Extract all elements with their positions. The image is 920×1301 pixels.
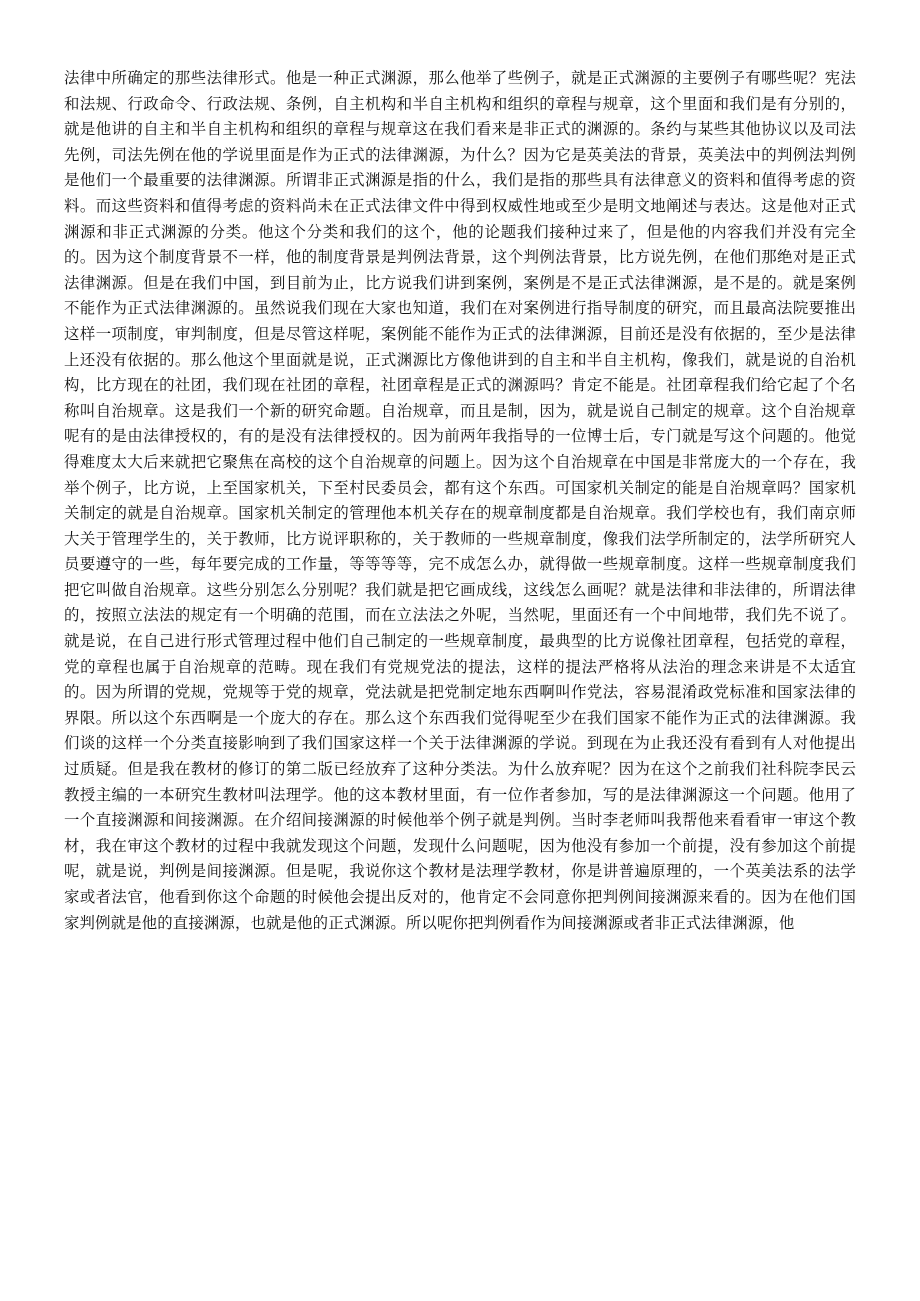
body-paragraph: 法律中所确定的那些法律形式。他是一种正式渊源，那么他举了些例子，就是正式渊源的主要例子有哪些呢？宪法和法规、行政命令、行政法规、条例，自主机构和半自主机构和组织的章程与规章，这个里面和我们是有分别的，就是他讲的自主和半自主机构和组织的章程与规章这在我们看来是非正式的渊源的。条约与某些其他协议以及司法先例，司法先例在他的学说里面是作为正式的法律渊源，为什么？因为它是英美法的背景，英美法中的判例法判例是他们一个最重要的法律渊源。所谓非正式渊源是指的什么，我们是指的那些具有法律意义的资料和值得考虑的资料。而这些资料和值得考虑的资料尚未在正式法律文件中得到权威性地或至少是明文地阐述与表达。这是他对正式渊源和非正式渊源的分类。他这个分类和我们的这个，他的论题我们接种过来了，但是他的内容我们并没有完全的。因为这个制度背景不一样，他的制度背景是判例法背景，这个判例法背景，比方说先例，在他们那绝对是正式法律渊源。但是在我们中国，到目前为止，比方说我们讲到案例，案例是不是正式法律渊源，是不是的。就是案例不能作为正式法律渊源的。虽然说我们现在大家也知道，我们在对案例进行指导制度的研究，而且最高法院要推出这样一项制度，审判制度，但是尽管这样呢，案例能不能作为正式的法律渊源，目前还是没有依据的，至少是法律上还没有依据的。那么他这个里面就是说，正式渊源比方像他讲到的自主和半自主机构，像我们，就是说的自治机构，比方现在的社团，我们现在社团的章程，社团章程是正式的渊源吗？肯定不能是。社团章程我们给它起了个名称叫自治规章。这是我们一个新的研究命题。自治规章，而且是制，因为，就是说自己制定的规章。这个自治规章呢有的是由法律授权的，有的是没有法律授权的。因为前两年我指导的一位博士后，专门就是写这个问题的。他觉得难度太大后来就把它聚焦在高校的这个自治规章的问题上。因为这个自治规章在中国是非常庞大的一个存在，我举个例子，比方说，上至国家机关，下至村民委员会，都有这个东西。可国家机关制定的能是自治规章吗？国家机关制定的就是自治规章。国家机关制定的管理他本机关存在的规章制度都是自治规章。我们学校也有，我们南京师大关于管理学生的，关于教师，比方说评职称的，关于教师的一些规章制度，像我们法学所制定的，法学所研究人员要遵守的一些，每年要完成的工作量，等等等等，完不成怎么办，就得做一些规章制度。这样一些规章制度我们把它叫做自治规章。这些分别怎么分别呢？我们就是把它画成线，这线怎么画呢？就是法律和非法律的，所谓法律的，按照立法法的规定有一个明确的范围，而在立法法之外呢，当然呢，里面还有一个中间地带，我们先不说了。就是说，在自己进行形式管理过程中他们自己制定的一些规章制度，最典型的比方说像社团章程，包括党的章程，党的章程也属于自治规章的范畴。现在我们有党规党法的提法，这样的提法严格将从法治的理念来讲是不太适宜的。因为所谓的党规，党规等于党的规章，党法就是把党制定地东西啊叫作党法，容易混淆政党标准和国家法律的界限。所以这个东西啊是一个庞大的存在。那么这个东西我们觉得呢至少在我们国家不能作为正式的法律渊源。我们谈的这样一个分类直接影响到了我们国家这样一个关于法律渊源的学说。到现在为止我还没有看到有人对他提出过质疑。但是我在教材的修订的第二版已经放弃了这种分类法。为什么放弃呢？因为在这个之前我们社科院李民云教授主编的一本研究生教材叫法理学。他的这本教材里面，有一位作者参加，写的是法律渊源这一个问题。他用了一个直接渊源和间接渊源。在介绍间接渊源的时候他举个例子就是判例。当时李老师叫我帮他来看看审一审这个教材，我在审这个教材的过程中我就发现这个问题，发现什么问题呢，因为他没有参加一个前提，没有参加这个前提呢，就是说，判例是间接渊源。但是呢，我说你这个教材是法理学教材，你是讲普遍原理的，一个英美法系的法学家或者法官，他看到你这个命题的时候他会提出反对的，他肯定不会同意你把判例间接渊源来看的。因为在他们国家判例就是他的直接渊源，也就是他的正式渊源。所以呢你把判例看作为间接渊源或者非正式法律渊源，他 xyxy=(64,69,856,932)
document-page xyxy=(64,66,856,936)
